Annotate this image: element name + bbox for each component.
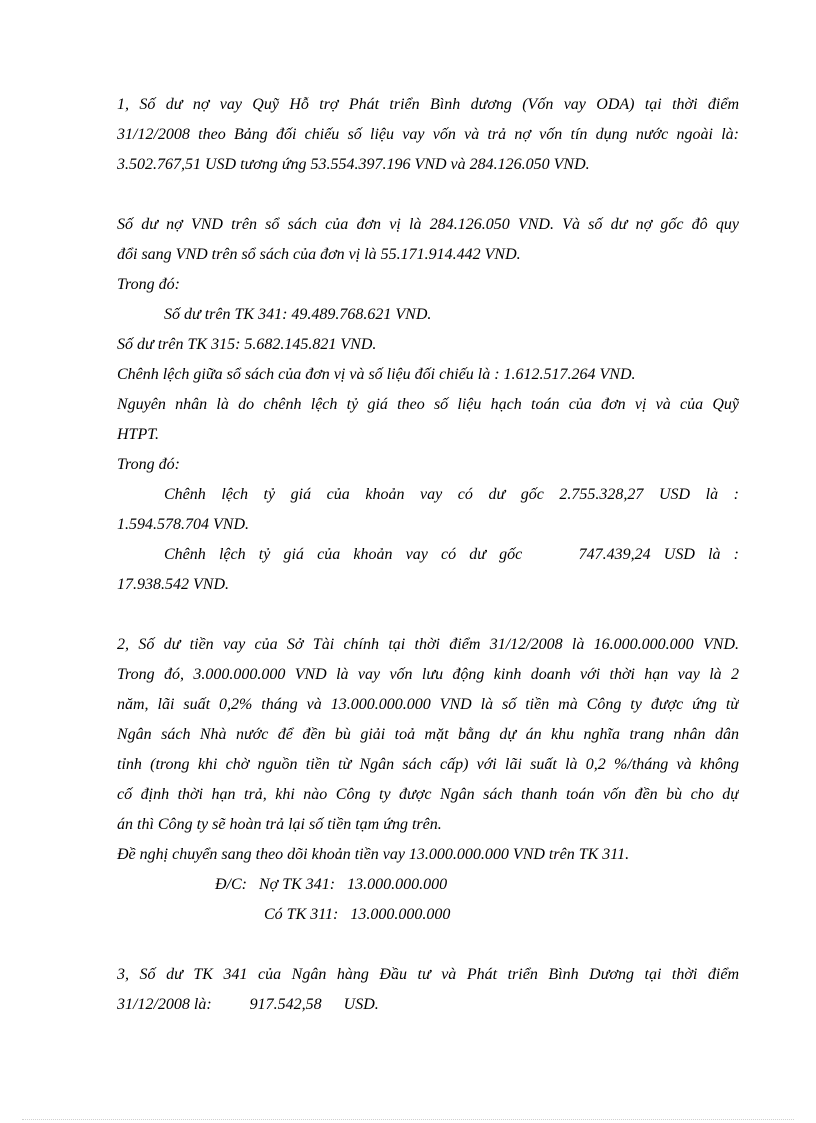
exchange-diff-2 <box>117 540 739 570</box>
exchange-diff-1: Chênh lệch tỷ giá của khoản vay có dư gốc 2.755.328,27 USD là : <box>164 486 739 503</box>
section3-currency: USD. <box>343 996 379 1013</box>
in-which-label: Trong đó: <box>117 276 180 293</box>
paragraph-gap <box>117 180 739 210</box>
tk315-balance: Số dư trên TK 315: 5.682.145.821 VND. <box>117 336 377 353</box>
section1-line: 3.502.767,51 USD tương ứng 53.554.397.196 VND và 284.126.050 VND. <box>117 156 590 173</box>
exchange-diff-2-value: 747.439,24 USD là : <box>578 546 739 563</box>
vnd-balance-line: Số dư nợ VND trên sổ sách của đơn vị là 284.126.050 VND. Và số dư nợ gốc đô quy <box>117 216 739 233</box>
section3-amount: 917.542,58 <box>249 996 322 1013</box>
tk341-balance: Số dư trên TK 341: 49.489.768.621 VND. <box>164 306 432 323</box>
exchange-diff-1-amount: 1.594.578.704 VND. <box>117 516 249 533</box>
section2-line: năm, lãi suất 0,2% tháng và 13.000.000.000 VND là số tiền mà Công ty được ứng từ <box>117 696 739 713</box>
section1-line: 31/12/2008 theo Bảng đối chiếu số liệu vay vốn và trả nợ vốn tín dụng nước ngoài là: <box>117 126 739 143</box>
section2-line: Trong đó, 3.000.000.000 VND là vay vốn lưu động kinh doanh với thời hạn vay là 2 <box>117 666 739 683</box>
section2-line: 2, Số dư tiền vay của Sở Tài chính tại thời điểm 31/12/2008 là 16.000.000.000 VND. <box>117 636 739 653</box>
exchange-diff-2-text: Chênh lệch tỷ giá của khoản vay có dư gốc <box>164 546 523 563</box>
reason-line: HTPT. <box>117 426 159 443</box>
section3-balance <box>117 990 739 1020</box>
page-bottom-rule <box>22 1119 794 1120</box>
proposal-line: Đề nghị chuyển sang theo dõi khoản tiền vay 13.000.000.000 VND trên TK 311. <box>117 846 630 863</box>
paragraph-gap <box>117 930 739 960</box>
journal-entry-credit: Có TK 311: 13.000.000.000 <box>264 906 451 923</box>
section2-line: Ngân sách Nhà nước để đền bù giải toả mặt bằng dự án khu nghĩa trang nhân dân <box>117 726 739 743</box>
vnd-balance-line: đổi sang VND trên sổ sách của đơn vị là 55.171.914.442 VND. <box>117 246 521 263</box>
section3-line: 3, Số dư TK 341 của Ngân hàng Đầu tư và Phát triển Bình Dương tại thời điểm <box>117 966 739 983</box>
exchange-diff-2-amount: 17.938.542 VND. <box>117 576 229 593</box>
section2-line: cố định thời hạn trả, khi nào Công ty được Ngân sách thanh toán vốn đền bù cho dự <box>117 786 739 803</box>
paragraph-gap <box>117 600 739 630</box>
section1-line: 1, Số dư nợ vay Quỹ Hỗ trợ Phát triển Bình dương (Vốn vay ODA) tại thời điểm <box>117 96 739 113</box>
section2-line: tỉnh (trong khi chờ nguồn tiền từ Ngân sách cấp) với lãi suất là 0,2 %/tháng và không <box>117 756 739 773</box>
difference-line: Chênh lệch giữa sổ sách của đơn vị và số liệu đối chiếu là : 1.612.517.264 VND. <box>117 366 636 383</box>
journal-entry-debit: Đ/C: Nợ TK 341: 13.000.000.000 <box>215 876 448 893</box>
section2-line: án thì Công ty sẽ hoàn trả lại số tiền tạm ứng trên. <box>117 816 442 833</box>
document-page <box>117 90 739 1020</box>
section3-date: 31/12/2008 là: <box>117 996 212 1013</box>
in-which-label: Trong đó: <box>117 456 180 473</box>
reason-line: Nguyên nhân là do chênh lệch tỷ giá theo số liệu hạch toán của đơn vị và của Quỹ <box>117 396 739 413</box>
